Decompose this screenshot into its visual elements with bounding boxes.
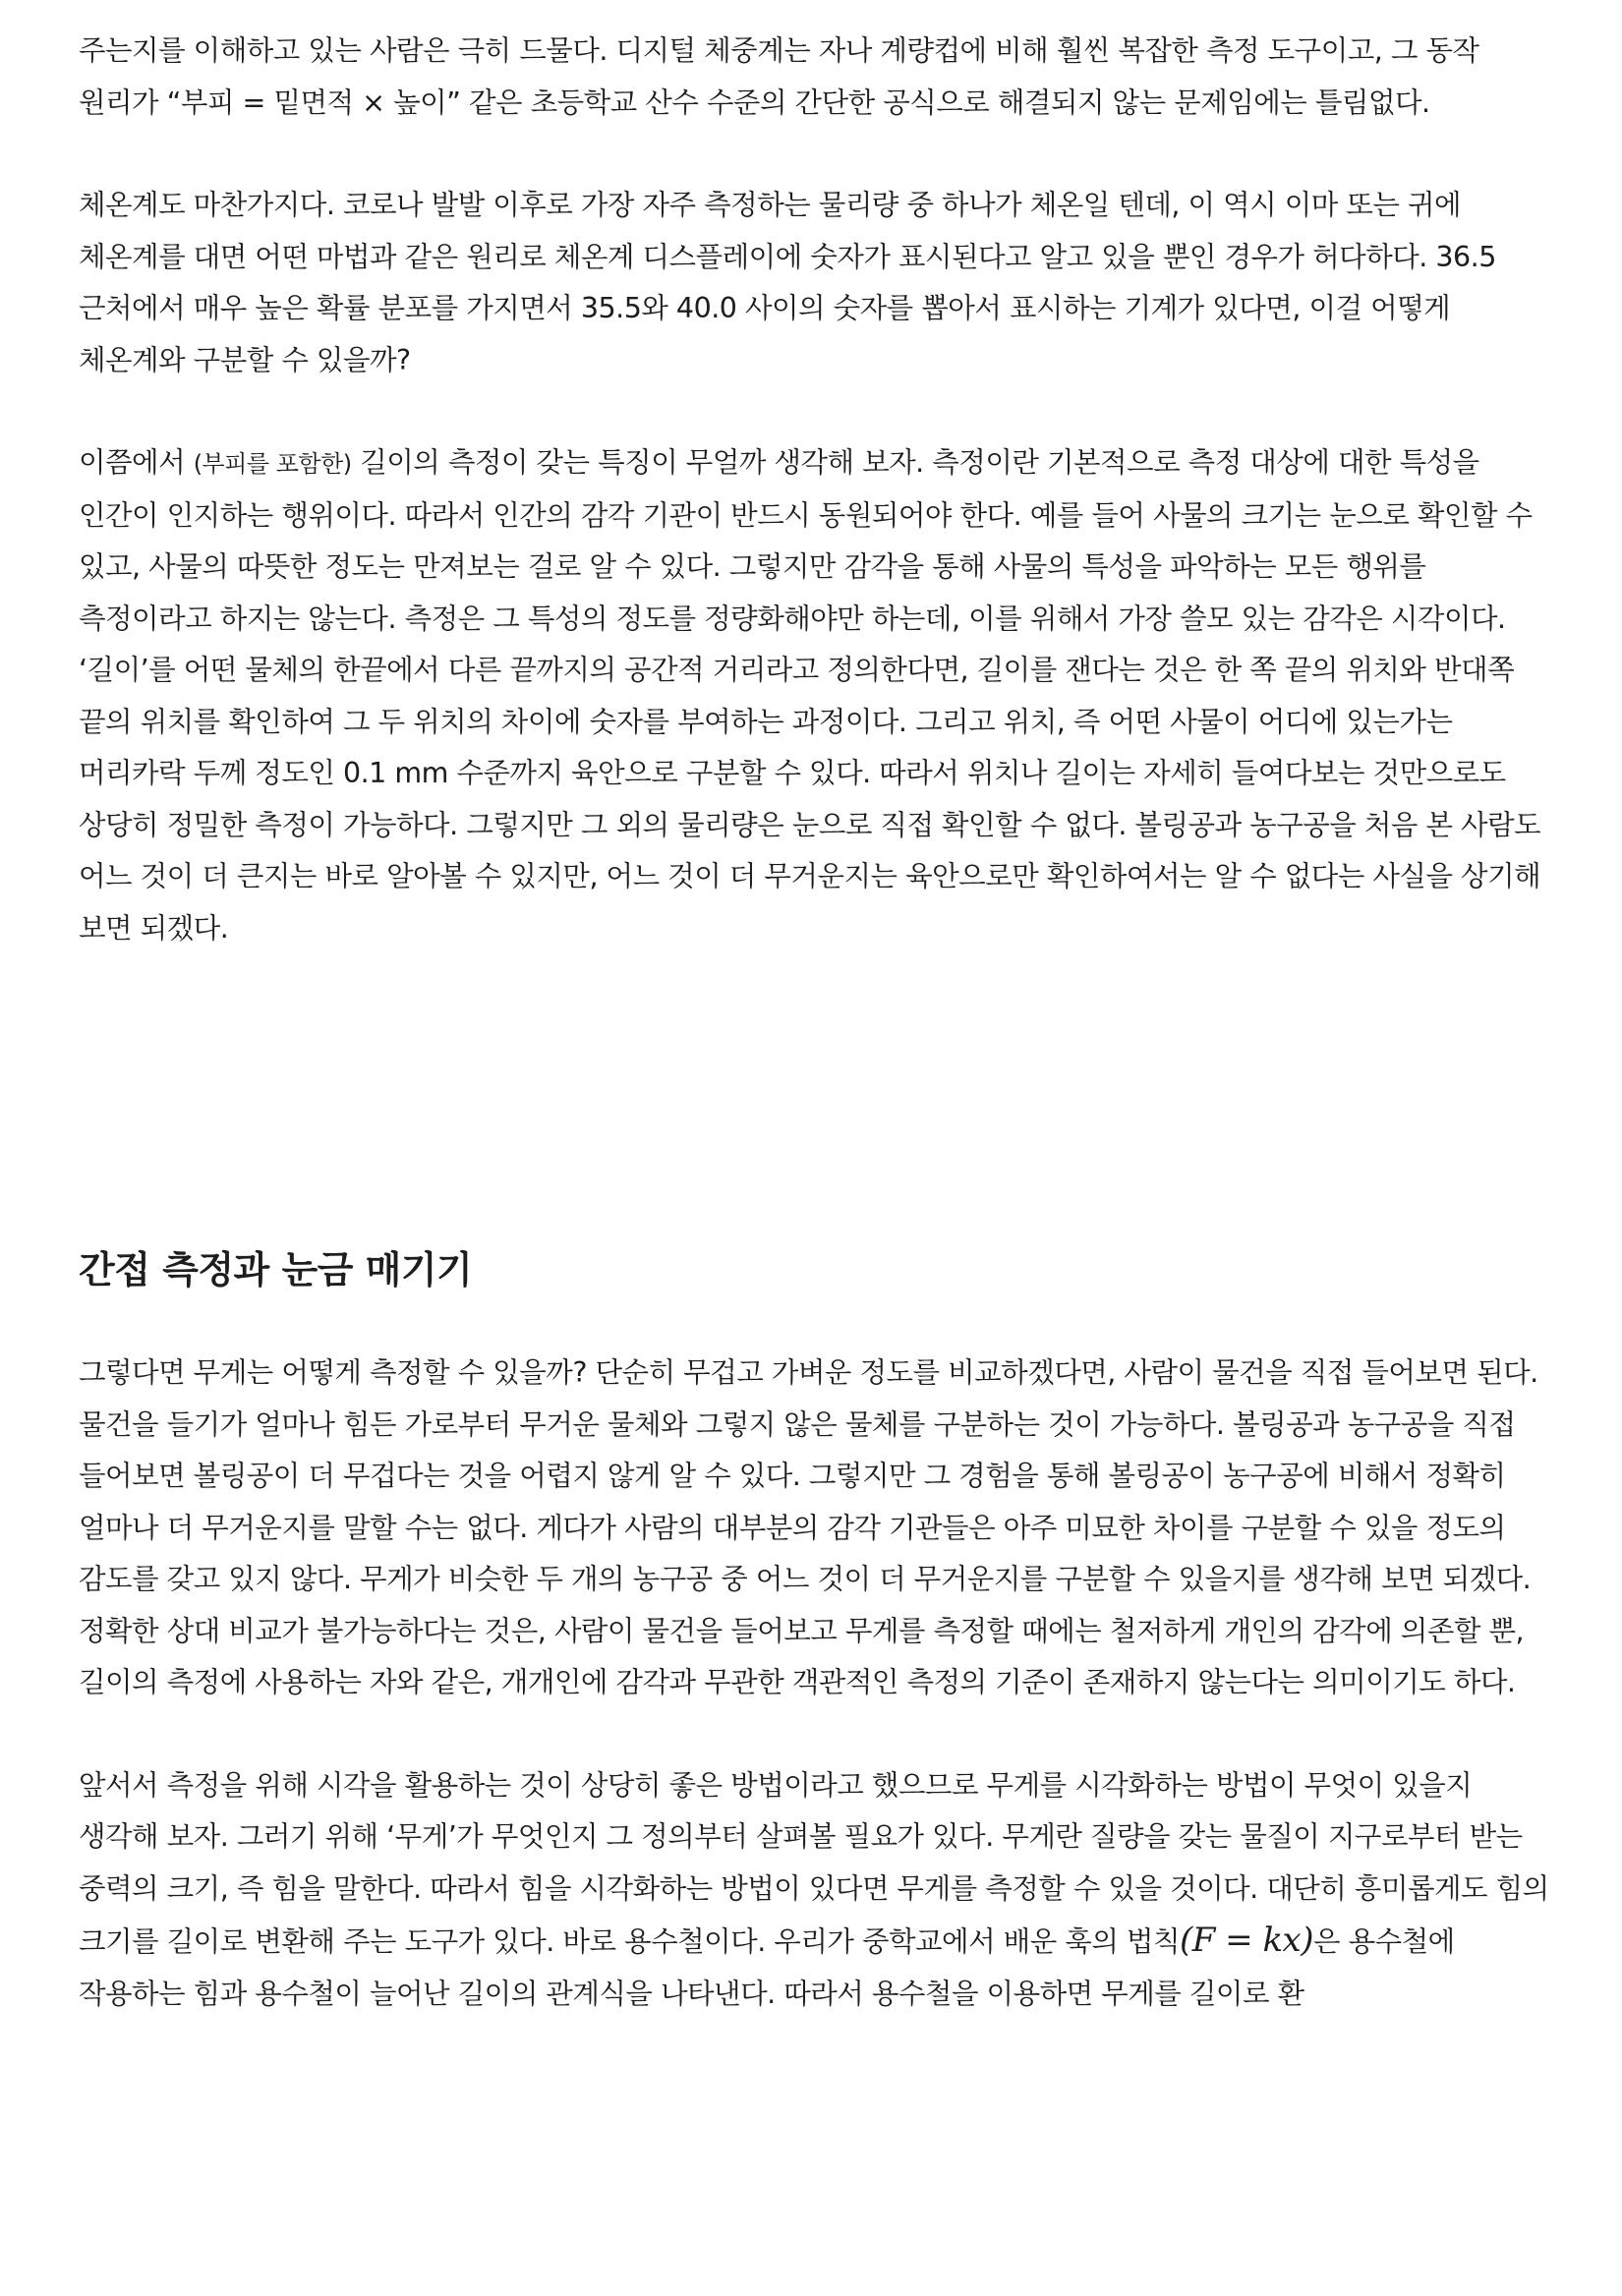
paragraph-spring-hooke-law (79, 1760, 1553, 2021)
section-body (79, 1348, 1553, 2020)
paragraph-lead-text: 이쯤에서 (79, 446, 194, 479)
hookes-law-formula: (F = kx) (1179, 1921, 1313, 1960)
paragraph-length-measurement (79, 437, 1553, 954)
paragraph-body-text: 은 용수철에 작용하는 힘과 용수철이 늘어난 길이의 관계식을 나타낸다. 따라서 용수철을 이용하면 무게를 길이로 환 (79, 1925, 1455, 2010)
parenthetical-note: (부피를 포함한) (193, 450, 352, 478)
paragraph-weight-measurement: 그렇다면 무게는 어떻게 측정할 수 있을까? 단순히 무겁고 가벼운 정도를 비교하겠다면, 사람이 물건을 직접 들어보면 된다. 물건을 들기가 얼마나 힘든 가로부터 무거운 물체와 그렇지 않은 물체를 구분하는 것이 가능하다. 볼링공과 농구공을 직접 들어보면 볼링공이 더 무겁다는 것을 어렵지 않게 알 수 있다. 그렇지만 그 경험을 통해 볼링공이 농구공에 비해서 정확히 얼마나 더 무거운지를 말할 수는 없다. 게다가 사람의 대부분의 감각 기관들은 아주 미묘한 차이를 구분할 수 있을 정도의 감도를 갖고 있지 않다. 무게가 비슷한 두 개의 농구공 중 어느 것이 더 무거운지를 구분할 수 있을지를 생각해 보면 되겠다. 정확한 상대 비교가 불가능하다는 것은, 사람이 물건을 들어보고 무게를 측정할 때에는 철저하게 개인의 감각에 의존할 뿐, 길이의 측정에 사용하는 자와 같은, 개개인에 감각과 무관한 객관적인 측정의 기준이 존재하지 않는다는 의미이기도 하다. (79, 1356, 1538, 1698)
paragraph-thermometer: 체온계도 마찬가지다. 코로나 발발 이후로 가장 자주 측정하는 물리량 중 하나가 체온일 텐데, 이 역시 이마 또는 귀에 체온계를 대면 어떤 마법과 같은 원리로 체온계 디스플레이에 숫자가 표시된다고 알고 있을 뿐인 경우가 허다하다. 36.5 근처에서 매우 높은 확률 분포를 가지면서 35.5와 40.0 사이의 숫자를 뽑아서 표시하는 기계가 있다면, 이걸 어떻게 체온계와 구분할 수 있을까? (79, 189, 1496, 376)
paragraph-lead-text: 앞서서 측정을 위해 시각을 활용하는 것이 상당히 좋은 방법이라고 했으므로 무게를 시각화하는 방법이 무엇이 있을지 생각해 보자. 그러기 위해 ‘무게’가 무엇인지 그 정의부터 살펴볼 필요가 있다. 무게란 질량을 갖는 물질이 지구로부터 받는 중력의 크기, 즉 힘을 말한다. 따라서 힘을 시각화하는 방법이 있다면 무게를 측정할 수 있을 것이다. 대단히 흥미롭게도 힘의 크기를 길이로 변환해 주는 도구가 있다. 바로 용수철이다. 우리가 중학교에서 배운 훅의 법칙 (79, 1768, 1549, 1958)
paragraph-digital-scale: 주는지를 이해하고 있는 사람은 극히 드물다. 디지털 체중계는 자나 계량컵에 비해 훨씬 복잡한 측정 도구이고, 그 동작 원리가 “부피 = 밑면적 × 높이” 같은 초등학교 산수 수준의 간단한 공식으로 해결되지 않는 문제임에는 틀림없다. (79, 34, 1479, 119)
paragraph-body-text: 길이의 측정이 갖는 특징이 무얼까 생각해 보자. 측정이란 기본적으로 측정 대상에 대한 특성을 인간이 인지하는 행위이다. 따라서 인간의 감각 기관이 반드시 동원되어야 한다. 예를 들어 사물의 크기는 눈으로 확인할 수 있고, 사물의 따뜻한 정도는 만져보는 걸로 알 수 있다. 그렇지만 감각을 통해 사물의 특성을 파악하는 모든 행위를 측정이라고 하지는 않는다. 측정은 그 특성의 정도를 정량화해야만 하는데, 이를 위해서 가장 쓸모 있는 감각은 시각이다. ‘길이’를 어떤 물체의 한끝에서 다른 끝까지의 공간적 거리라고 정의한다면, 길이를 잰다는 것은 한 쪽 끝의 위치와 반대쪽 끝의 위치를 확인하여 그 두 위치의 차이에 숫자를 부여하는 과정이다. 그리고 위치, 즉 어떤 사물이 어디에 있는가는 머리카락 두께 정도인 0.1 mm 수준까지 육안으로 구분할 수 있다. 따라서 위치나 길이는 자세히 들여다보는 것만으로도 상당히 정밀한 측정이 가능하다. 그렇지만 그 외의 물리량은 눈으로 직접 확인할 수 없다. 볼링공과 농구공을 처음 본 사람도 어느 것이 더 큰지는 바로 알아볼 수 있지만, 어느 것이 더 무거운지는 육안으로만 확인하여서는 알 수 없다는 사실을 상기해 보면 되겠다. (79, 446, 1541, 945)
article-content (79, 26, 1553, 2010)
section-heading: 간접 측정과 눈금 매기기 (79, 1248, 473, 1292)
